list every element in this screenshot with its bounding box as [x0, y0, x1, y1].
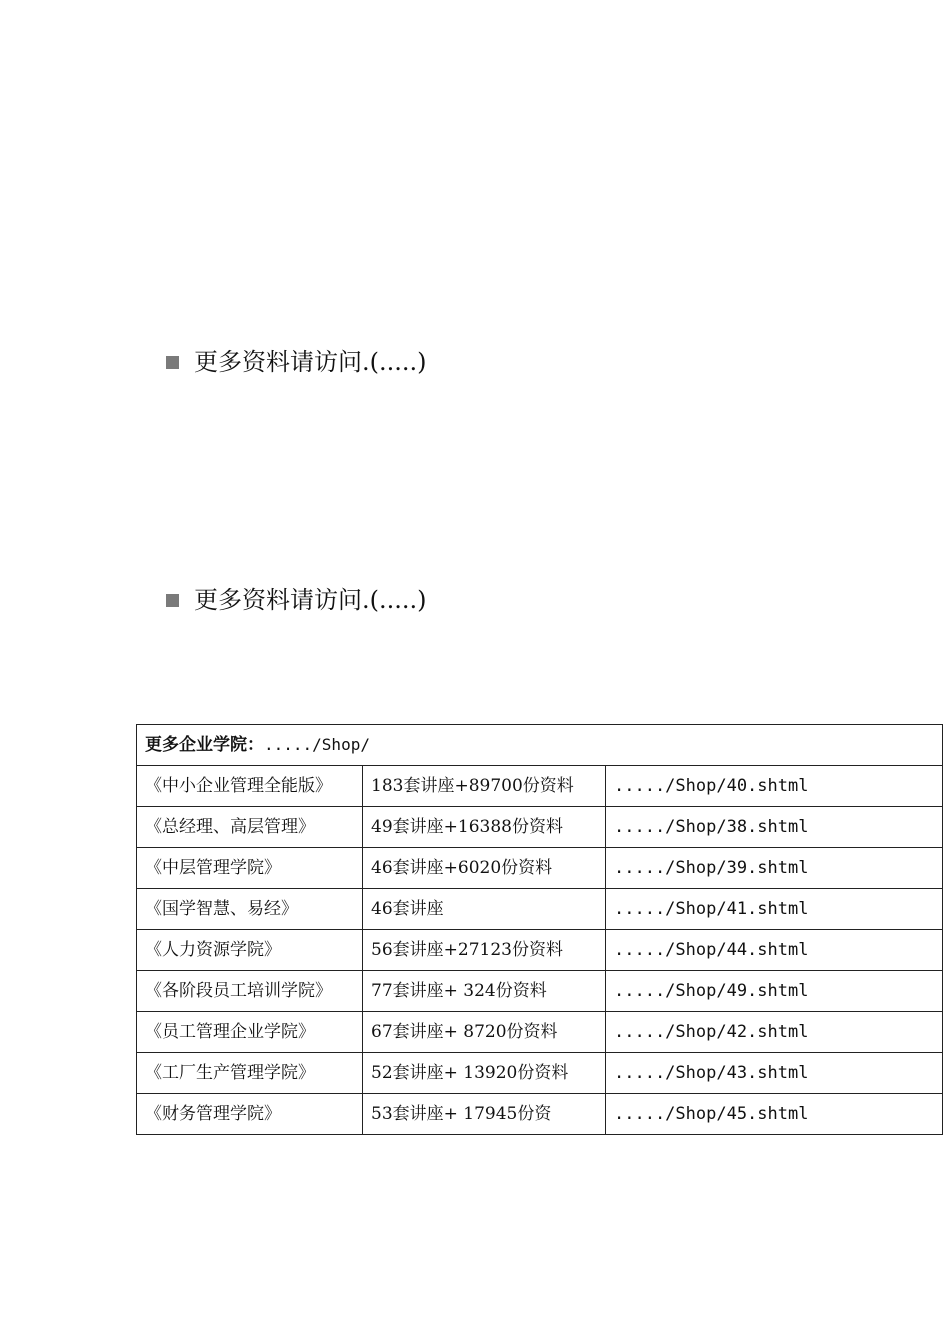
course-name: 《各阶段员工培训学院》: [137, 971, 363, 1012]
square-bullet-icon: [166, 356, 179, 369]
course-url: ...../Shop/44.shtml: [606, 930, 943, 971]
course-url: ...../Shop/45.shtml: [606, 1094, 943, 1135]
notice-text: 更多资料请访问.(.....): [194, 586, 427, 614]
header-url: ...../Shop/: [264, 735, 370, 754]
course-content: 67套讲座+ 8720份资料: [363, 1012, 606, 1053]
header-label: 更多企业学院：: [145, 735, 264, 755]
course-name: 《中层管理学院》: [137, 848, 363, 889]
course-url: ...../Shop/43.shtml: [606, 1053, 943, 1094]
course-content: 53套讲座+ 17945份资: [363, 1094, 606, 1135]
course-content: 46套讲座+6020份资料: [363, 848, 606, 889]
table-row: [137, 1012, 943, 1053]
table-header-cell: [137, 725, 943, 766]
table-row: [137, 807, 943, 848]
course-url: ...../Shop/38.shtml: [606, 807, 943, 848]
course-url: ...../Shop/49.shtml: [606, 971, 943, 1012]
course-name: 《总经理、高层管理》: [137, 807, 363, 848]
course-url: ...../Shop/41.shtml: [606, 889, 943, 930]
shop-table: [136, 724, 943, 1135]
table-row: [137, 848, 943, 889]
course-content: 56套讲座+27123份资料: [363, 930, 606, 971]
course-url: ...../Shop/42.shtml: [606, 1012, 943, 1053]
table-row: [137, 889, 943, 930]
course-name: 《工厂生产管理学院》: [137, 1053, 363, 1094]
table-header-row: [137, 725, 943, 766]
table-row: [137, 766, 943, 807]
course-url: ...../Shop/39.shtml: [606, 848, 943, 889]
course-content: 46套讲座: [363, 889, 606, 930]
course-content: 77套讲座+ 324份资料: [363, 971, 606, 1012]
notice-text: 更多资料请访问.(.....): [194, 348, 427, 376]
table-row: [137, 971, 943, 1012]
course-name: 《员工管理企业学院》: [137, 1012, 363, 1053]
table-row: [137, 930, 943, 971]
table-row: [137, 1053, 943, 1094]
square-bullet-icon: [166, 594, 179, 607]
table-row: [137, 1094, 943, 1135]
notice-line: [166, 347, 427, 377]
course-content: 49套讲座+16388份资料: [363, 807, 606, 848]
course-content: 52套讲座+ 13920份资料: [363, 1053, 606, 1094]
course-name: 《人力资源学院》: [137, 930, 363, 971]
course-name: 《国学智慧、易经》: [137, 889, 363, 930]
course-content: 183套讲座+89700份资料: [363, 766, 606, 807]
notice-line: [166, 585, 427, 615]
course-url: ...../Shop/40.shtml: [606, 766, 943, 807]
course-name: 《中小企业管理全能版》: [137, 766, 363, 807]
course-name: 《财务管理学院》: [137, 1094, 363, 1135]
